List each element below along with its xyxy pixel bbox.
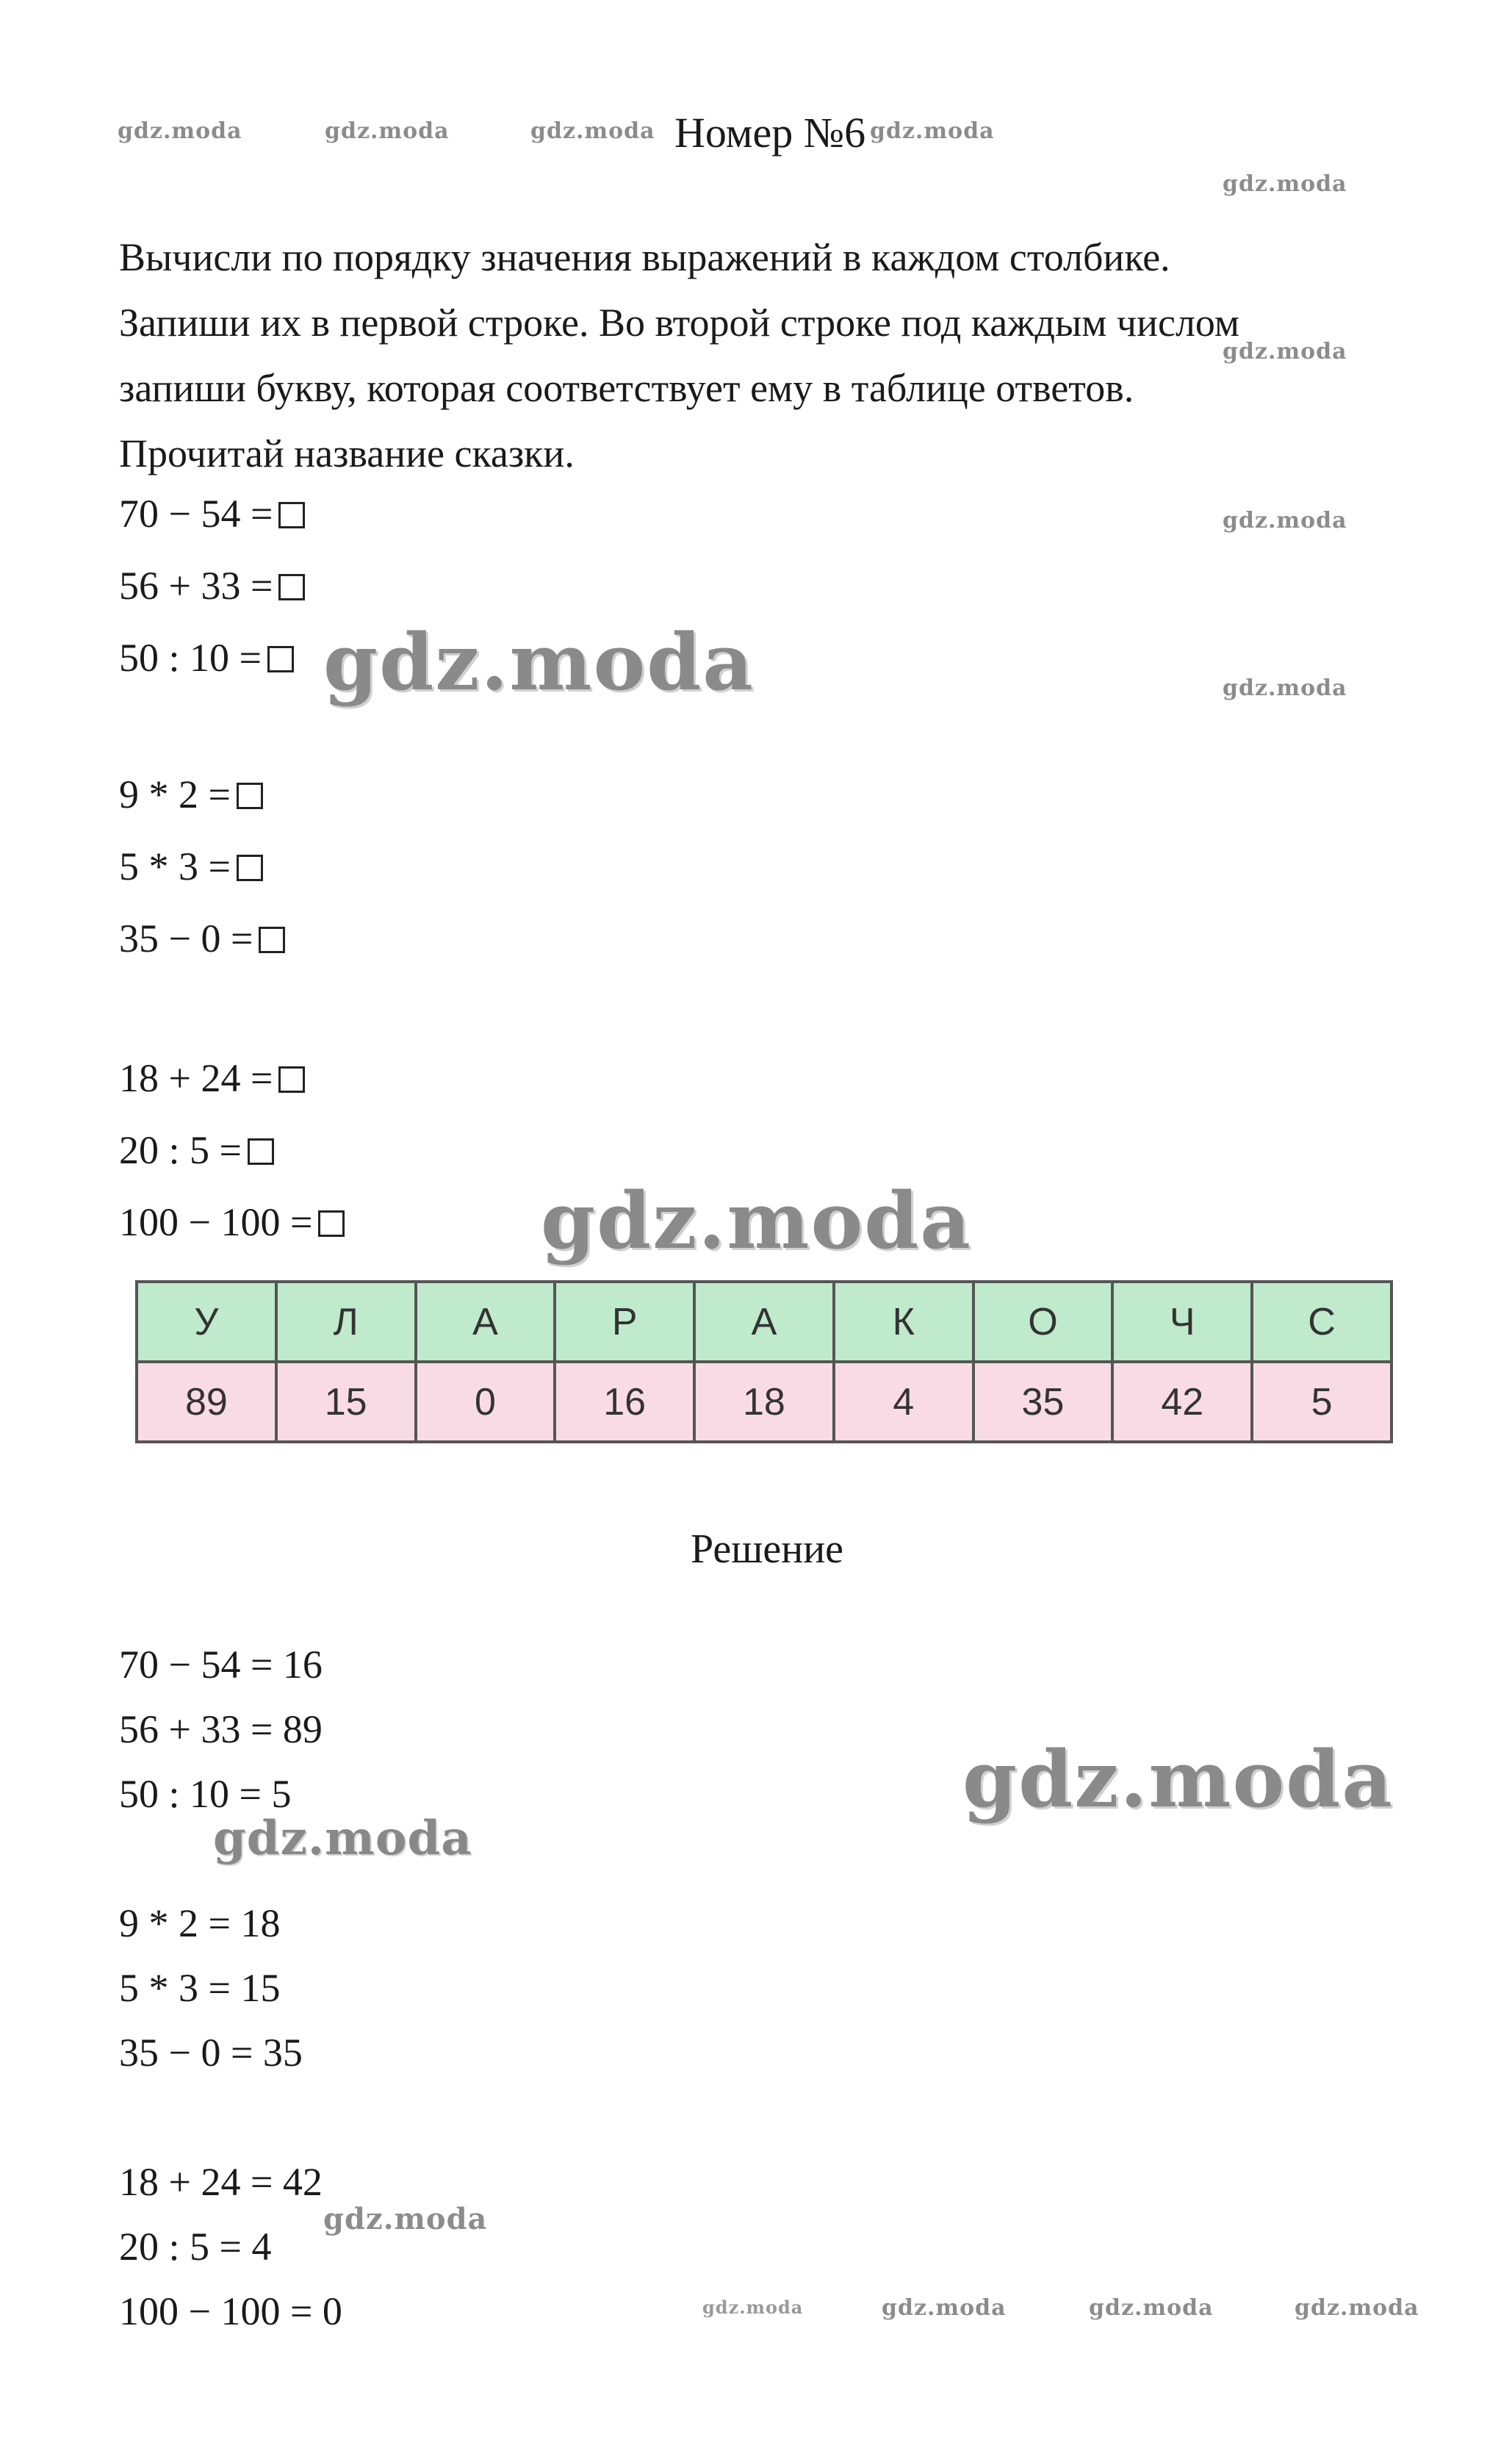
watermark: gdz.moda xyxy=(323,616,755,708)
watermark: gdz.moda xyxy=(1223,508,1347,534)
exercise xyxy=(119,1058,305,1098)
task-line: Запиши их в первой строке. Во второй строке под каждым числом xyxy=(119,301,1240,345)
answer-box xyxy=(318,1210,345,1237)
watermark: gdz.moda xyxy=(1089,2295,1214,2321)
solution-line: 70 − 54 = 16 xyxy=(119,1643,323,1687)
letter-cell: О xyxy=(973,1282,1113,1362)
answer-box xyxy=(237,783,263,809)
exercise-text: 5 * 3 = xyxy=(119,844,231,889)
exercise xyxy=(119,844,263,889)
numbers-row xyxy=(137,1362,1392,1442)
number-cell: 4 xyxy=(834,1362,973,1442)
exercise xyxy=(119,1130,274,1170)
watermark: gdz.moda xyxy=(882,2295,1007,2321)
exercise-text: 50 : 10 = xyxy=(119,636,262,680)
exercise xyxy=(119,916,285,961)
number-cell: 89 xyxy=(137,1362,276,1442)
watermark: gdz.moda xyxy=(323,2202,488,2236)
watermark: gdz.moda xyxy=(541,1174,972,1266)
solution-line: 50 : 10 = 5 xyxy=(119,1772,292,1816)
exercise-text: 18 + 24 = xyxy=(119,1056,273,1100)
answer-box xyxy=(278,1066,305,1093)
letter-cell: К xyxy=(834,1282,973,1362)
exercise-text: 56 + 33 = xyxy=(119,564,273,608)
page-title: Номер №6 xyxy=(674,109,866,157)
exercise xyxy=(119,494,305,534)
solution-heading: Решение xyxy=(691,1526,844,1572)
solution-line: 20 : 5 = 4 xyxy=(119,2225,272,2269)
watermark: gdz.moda xyxy=(213,1811,472,1866)
number-cell: 15 xyxy=(276,1362,416,1442)
answer-box xyxy=(248,1138,274,1165)
watermark: gdz.moda xyxy=(118,118,242,144)
solution-line: 100 − 100 = 0 xyxy=(119,2289,342,2333)
letter-cell: А xyxy=(694,1282,834,1362)
watermark: gdz.moda xyxy=(1223,171,1347,197)
exercise xyxy=(119,638,294,678)
task-description xyxy=(119,225,1412,487)
solution-line: 35 − 0 = 35 xyxy=(119,2031,303,2075)
solution-line: 9 * 2 = 18 xyxy=(119,1901,281,1945)
solution-line: 18 + 24 = 42 xyxy=(119,2160,323,2204)
answer-box xyxy=(237,855,263,881)
letter-cell: Ч xyxy=(1112,1282,1252,1362)
exercise xyxy=(119,772,263,816)
watermark: gdz.moda xyxy=(962,1733,1394,1825)
answer-box xyxy=(267,646,294,672)
solution-line: 5 * 3 = 15 xyxy=(119,1966,281,2010)
number-cell: 35 xyxy=(973,1362,1113,1442)
letter-cell: С xyxy=(1252,1282,1392,1362)
exercise-text: 35 − 0 = xyxy=(119,916,253,961)
watermark: gdz.moda xyxy=(530,118,655,144)
number-cell: 42 xyxy=(1112,1362,1252,1442)
watermark: gdz.moda xyxy=(870,118,995,144)
solution-line: 56 + 33 = 89 xyxy=(119,1707,323,1751)
watermark: gdz.moda xyxy=(1295,2295,1419,2321)
letters-row xyxy=(137,1282,1392,1362)
task-line: Прочитай название сказки. xyxy=(119,431,575,475)
number-cell: 0 xyxy=(416,1362,555,1442)
watermark: gdz.moda xyxy=(1223,339,1347,365)
exercise-text: 9 * 2 = xyxy=(119,772,231,816)
number-cell: 18 xyxy=(694,1362,834,1442)
watermark: gdz.moda xyxy=(325,118,450,144)
answer-box xyxy=(278,502,305,528)
letter-cell: Р xyxy=(555,1282,694,1362)
answer-box xyxy=(278,574,305,600)
answer-table xyxy=(135,1280,1393,1443)
task-line: Вычисли по порядку значения выражений в каждом столбике. xyxy=(119,235,1170,279)
letter-cell: У xyxy=(137,1282,276,1362)
letter-cell: А xyxy=(416,1282,555,1362)
letter-cell: Л xyxy=(276,1282,416,1362)
number-cell: 16 xyxy=(555,1362,694,1442)
number-cell: 5 xyxy=(1252,1362,1392,1442)
exercise-text: 100 − 100 = xyxy=(119,1200,313,1244)
exercise-text: 70 − 54 = xyxy=(119,492,273,536)
answer-box xyxy=(259,927,285,953)
watermark: gdz.moda xyxy=(702,2297,804,2318)
exercise xyxy=(119,1202,345,1242)
watermark: gdz.moda xyxy=(1223,675,1347,701)
task-line: запиши букву, которая соответствует ему в таблице ответов. xyxy=(119,366,1134,410)
exercise-text: 20 : 5 = xyxy=(119,1128,242,1172)
exercise xyxy=(119,566,305,606)
